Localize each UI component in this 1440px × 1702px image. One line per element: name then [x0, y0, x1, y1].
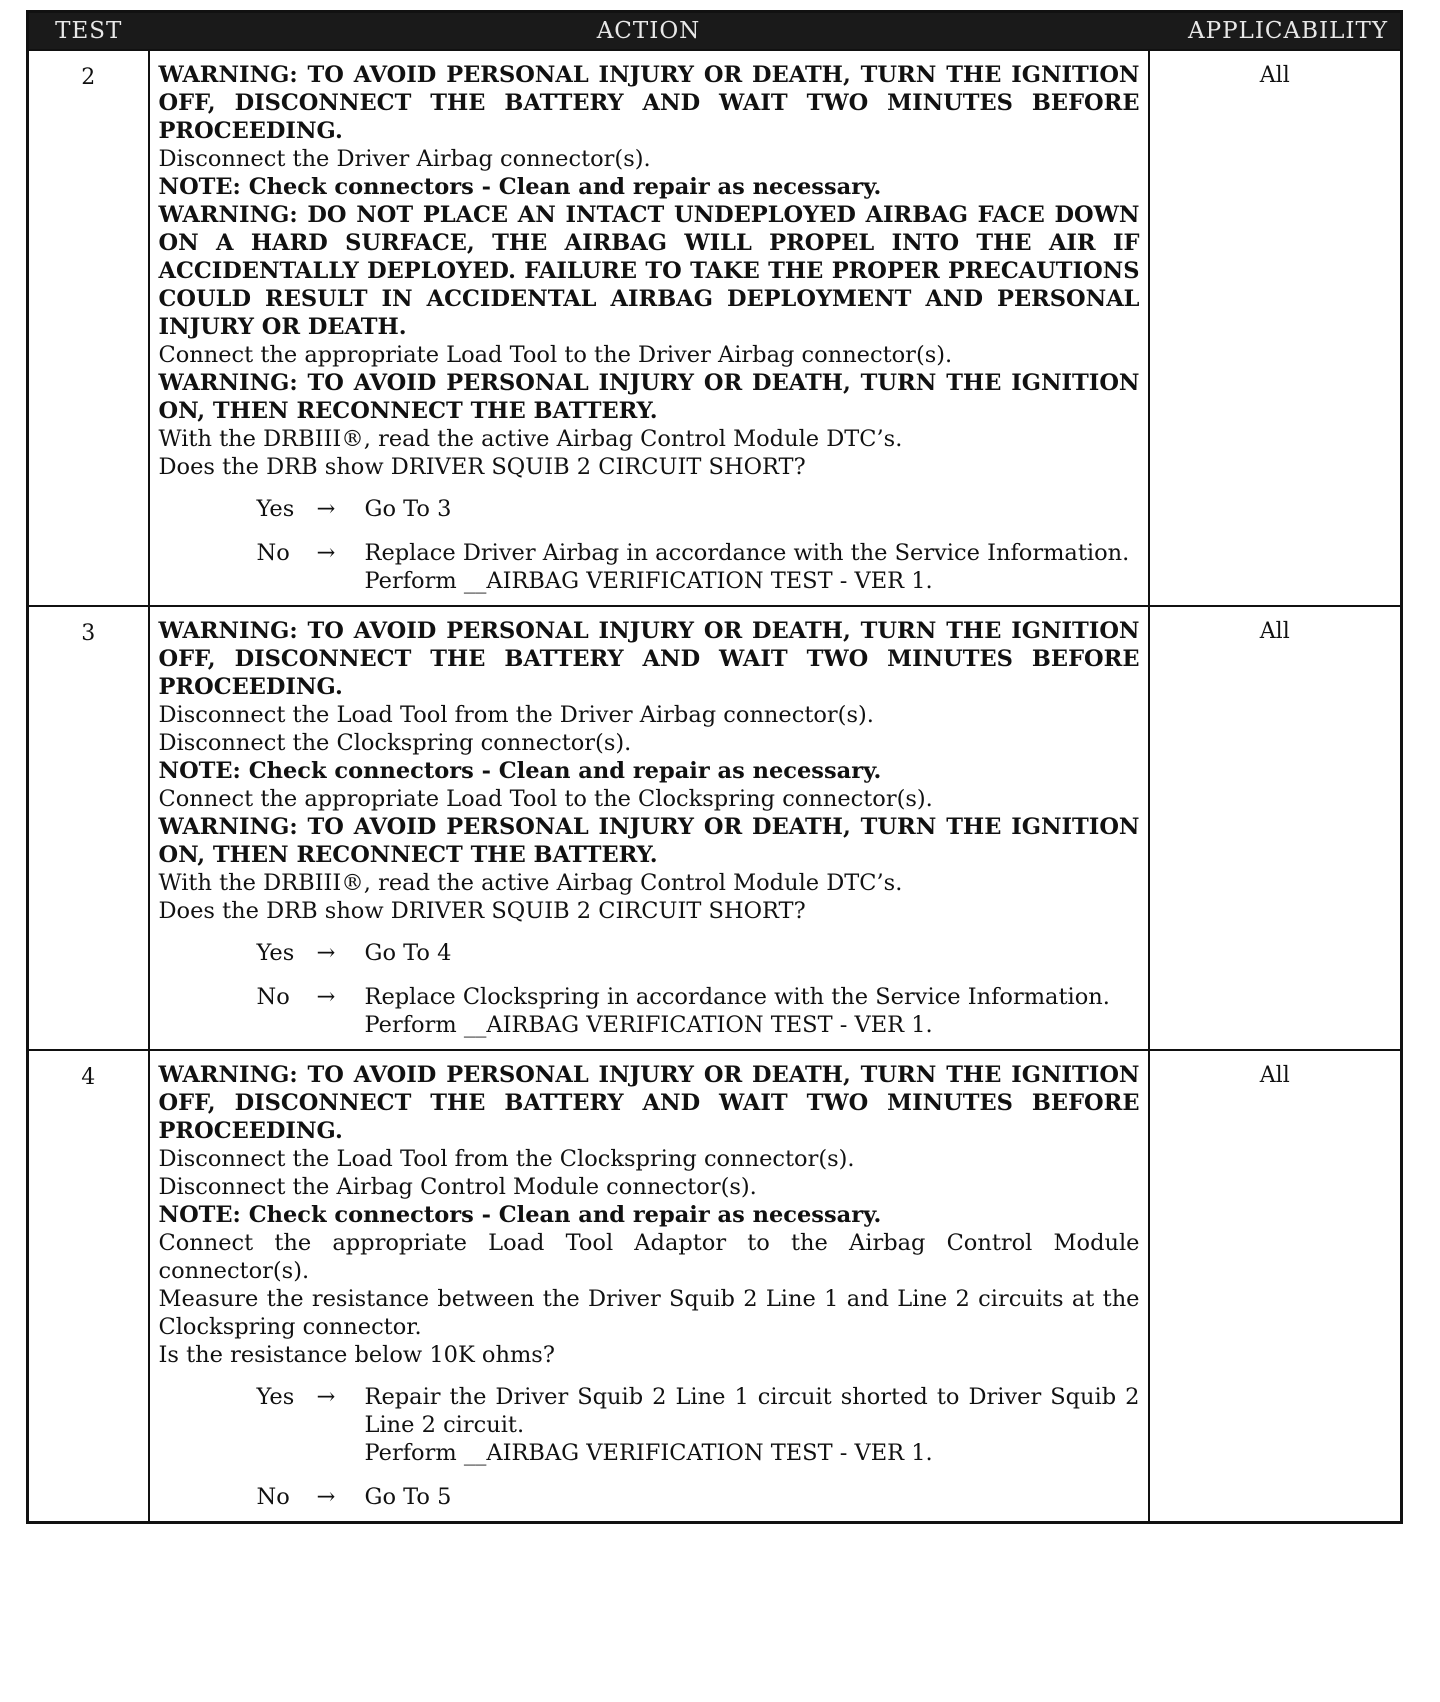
procedure-table: [26, 10, 1403, 1524]
choice-label: Yes: [256, 1384, 295, 1410]
test-number: 4: [28, 1050, 149, 1523]
choice-result: [365, 1383, 1140, 1467]
note-text: NOTE: Check connectors - Clean and repair as necessary.: [158, 174, 882, 200]
instruction-text: Disconnect the Clockspring connector(s).: [158, 730, 632, 756]
arrow-right-icon: →: [316, 1384, 336, 1410]
instruction-text: Connect the appropriate Load Tool to the Clockspring connector(s).: [158, 786, 933, 812]
diagnostic-procedure-sheet: [26, 10, 1400, 1693]
choice-result: [365, 939, 1140, 967]
warning-text: WARNING: TO AVOID PERSONAL INJURY OR DEATH, TURN THE IGNITION OFF, DISCONNECT THE BATTERY AND WAIT TWO MINUTES BEFORE PROCEEDING.: [158, 618, 1140, 700]
instruction-text: Connect the appropriate Load Tool to the Driver Airbag connector(s).: [158, 342, 953, 368]
warning-text: WARNING: DO NOT PLACE AN INTACT UNDEPLOYED AIRBAG FACE DOWN ON A HARD SURFACE, THE AIRBAG WILL PROPEL INTO THE AIR IF ACCIDENTALLY DEPLOYED. FAILURE TO TAKE THE PROPER PRECAUTIONS COULD RESULT IN ACCIDENTAL AIRBAG DEPLOYMENT AND PERSONAL INJURY OR DEATH.: [158, 202, 1140, 340]
decision-choices: [159, 939, 1140, 1039]
result-text: Perform __AIRBAG VERIFICATION TEST - VER 1.: [364, 568, 933, 594]
instruction-text: Connect the appropriate Load Tool Adaptor to the Airbag Control Module connector(s).: [158, 1230, 1140, 1284]
action-cell: [149, 606, 1149, 1050]
instruction-text: With the DRBIII®, read the active Airbag Control Module DTC’s.: [158, 870, 903, 896]
note-text: NOTE: Check connectors - Clean and repair as necessary.: [158, 758, 882, 784]
decision-choices: [159, 1383, 1140, 1511]
choice-no: [159, 1483, 1140, 1511]
instruction-text: Disconnect the Driver Airbag connector(s).: [158, 146, 651, 172]
choice-yes: [159, 495, 1140, 523]
instruction-text: Disconnect the Load Tool from the Clockspring connector(s).: [158, 1146, 855, 1172]
table-row: [28, 1050, 1402, 1523]
choice-result: [365, 539, 1140, 595]
choice-label: No: [256, 540, 290, 566]
header-test: TEST: [28, 12, 149, 51]
test-number: 2: [28, 50, 149, 606]
warning-text: WARNING: TO AVOID PERSONAL INJURY OR DEATH, TURN THE IGNITION OFF, DISCONNECT THE BATTERY AND WAIT TWO MINUTES BEFORE PROCEEDING.: [158, 1062, 1140, 1144]
table-header: [28, 12, 1402, 51]
result-text: Go To 4: [364, 940, 452, 966]
arrow-right-icon: →: [316, 940, 336, 966]
result-text: Go To 3: [364, 496, 452, 522]
header-applicability: APPLICABILITY: [1149, 12, 1402, 51]
test-number: 3: [28, 606, 149, 1050]
warning-text: WARNING: TO AVOID PERSONAL INJURY OR DEATH, TURN THE IGNITION ON, THEN RECONNECT THE BATTERY.: [158, 370, 1140, 424]
instruction-text: Does the DRB show DRIVER SQUIB 2 CIRCUIT SHORT?: [158, 898, 806, 924]
choice-label: Yes: [256, 496, 295, 522]
choice-yes: [159, 939, 1140, 967]
warning-text: WARNING: TO AVOID PERSONAL INJURY OR DEATH, TURN THE IGNITION ON, THEN RECONNECT THE BATTERY.: [158, 814, 1140, 868]
choice-no: [159, 539, 1140, 595]
arrow-right-icon: →: [316, 984, 336, 1010]
arrow-right-icon: →: [316, 540, 336, 566]
instruction-text: Measure the resistance between the Driver Squib 2 Line 1 and Line 2 circuits at the Clockspring connector.: [158, 1286, 1140, 1340]
instruction-text: Does the DRB show DRIVER SQUIB 2 CIRCUIT SHORT?: [158, 454, 806, 480]
instruction-text: Disconnect the Load Tool from the Driver Airbag connector(s).: [158, 702, 874, 728]
result-text: Replace Driver Airbag in accordance with the Service Information.: [364, 540, 1130, 566]
table-row: [28, 50, 1402, 606]
choice-label: No: [256, 984, 290, 1010]
instruction-text: Is the resistance below 10K ohms?: [158, 1342, 555, 1368]
result-text: Perform __AIRBAG VERIFICATION TEST - VER 1.: [364, 1012, 933, 1038]
arrow-right-icon: →: [316, 1484, 336, 1510]
choice-result: [365, 495, 1140, 523]
choice-yes: [159, 1383, 1140, 1467]
choice-label: Yes: [256, 940, 295, 966]
result-text: Perform __AIRBAG VERIFICATION TEST - VER 1.: [364, 1440, 933, 1466]
choice-result: [365, 1483, 1140, 1511]
result-text: Replace Clockspring in accordance with the Service Information.: [364, 984, 1110, 1010]
header-action: ACTION: [149, 12, 1149, 51]
arrow-right-icon: →: [316, 496, 336, 522]
action-cell: [149, 1050, 1149, 1523]
warning-text: WARNING: TO AVOID PERSONAL INJURY OR DEATH, TURN THE IGNITION OFF, DISCONNECT THE BATTERY AND WAIT TWO MINUTES BEFORE PROCEEDING.: [158, 62, 1140, 144]
instruction-text: Disconnect the Airbag Control Module connector(s).: [158, 1174, 757, 1200]
result-text: Go To 5: [364, 1484, 452, 1510]
decision-choices: [159, 495, 1140, 595]
result-text: Repair the Driver Squib 2 Line 1 circuit shorted to Driver Squib 2 Line 2 circuit.: [364, 1384, 1140, 1438]
choice-no: [159, 983, 1140, 1039]
choice-result: [365, 983, 1140, 1039]
action-cell: [149, 50, 1149, 606]
instruction-text: With the DRBIII®, read the active Airbag Control Module DTC’s.: [158, 426, 903, 452]
choice-label: No: [256, 1484, 290, 1510]
applicability-value: All: [1149, 1050, 1402, 1523]
applicability-value: All: [1149, 606, 1402, 1050]
applicability-value: All: [1149, 50, 1402, 606]
table-body: [28, 50, 1402, 1523]
table-row: [28, 606, 1402, 1050]
note-text: NOTE: Check connectors - Clean and repair as necessary.: [158, 1202, 882, 1228]
